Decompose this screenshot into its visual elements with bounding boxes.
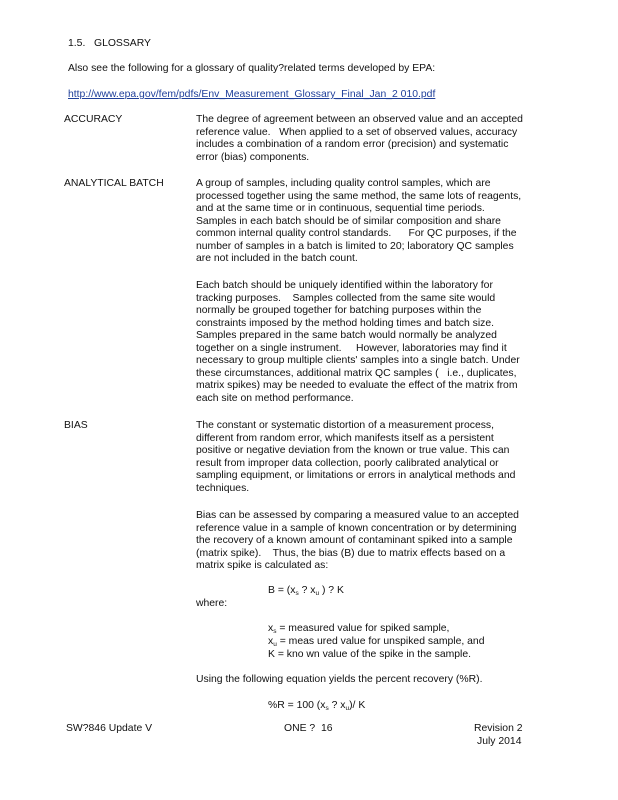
glossary-link[interactable]: http://www.epa.gov/fem/pdfs/Env_Measurement_Glossary_Final_Jan_2 010.pdf [68,89,436,100]
formula-part: ? x [328,700,346,711]
text-line: reference value. When applied to a set of observed values, accuracy [196,126,518,138]
text-line: are not included in the batch count. [196,253,358,264]
term-accuracy: ACCURACY [64,114,123,125]
formula-part: )/ K [349,700,366,711]
text-line: The degree of agreement between an observed value and an accepted [196,114,523,125]
text-line: normally be grouped together for batching purposes within the [196,305,482,316]
text-line: (matrix spike). Thus, the bias (B) due to matrix effects based on a [196,547,506,559]
def-text: = meas ured value for unspiked sample, and [276,636,485,647]
text-line: Each batch should be uniquely identified within the laboratory for [196,280,493,291]
footer-date: July 2014 [477,736,522,747]
text-line: Samples in each batch should be of similar composition and share [196,215,501,227]
text-line: constraints imposed by the method holding times and batch size. [196,317,495,329]
formula-subscript: s [325,705,329,712]
text-line: tracking purposes. Samples collected from the same site would [196,292,496,304]
text-line: A group of samples, including quality control samples, which are [196,178,491,189]
text-line: reference value in a sample of known concentration or by determining [196,522,517,534]
formula-part: ) ? K [319,585,344,596]
text-line: Samples prepared in the same batch would normally be analyzed [196,330,497,341]
def-k: K = kno wn value of the spike in the sample. [268,649,472,660]
formula-subscript: u [315,590,320,597]
text-line: techniques. [196,482,250,494]
term-analytical-batch: ANALYTICAL BATCH [64,178,164,189]
footer-page-number: ONE ? 16 [284,723,333,734]
text-line: each site on method performance. [196,392,354,404]
text-line: error (bias) components. [196,151,310,163]
text-line: The constant or systematic distortion of a measurement process, [196,420,494,431]
text-line: these circumstances, additional matrix QC samples ( i.e., duplicates, [196,367,517,379]
text-line: matrix spike is calculated as: [196,560,329,571]
text-line: number of samples in a batch is limited to 20; laboratory QC samples [196,240,514,252]
footer-doc-id: SW?846 Update V [66,723,153,734]
formula-part: B = (x [268,585,296,596]
formula-subscript: u [345,705,350,712]
formula-part: %R = 100 (x [268,700,326,711]
text-line: necessary to group multiple clients' samples into a single batch. Under [196,355,520,366]
symbol: x [268,623,274,634]
text-line: includes a combination of a random error (precision) and systematic [196,139,509,150]
def-text: = measured value for spiked sample, [276,623,450,634]
footer-revision: Revision 2 [474,723,523,734]
symbol-subscript: s [273,628,277,635]
section-heading: 1.5. GLOSSARY [68,38,151,49]
text-line: result from improper data collection, poorly calibrated analytical or [196,457,499,469]
text-line: the recovery of a known amount of contaminant spiked into a sample [196,535,513,546]
bias-formula [268,585,344,601]
formula-part: ? x [298,585,316,596]
symbol: x [268,636,274,647]
text-line: and at the same time or in continuous, sequential time periods. [196,203,485,214]
term-bias: BIAS [64,420,88,431]
text-line: matrix spikes) may be needed to evaluate the effect of the matrix from [196,380,518,391]
glossary-intro: Also see the following for a glossary of quality?related terms developed by EPA: [68,63,436,74]
symbol-subscript: u [273,641,277,648]
text-line: different from random error, which manifests itself as a persistent [196,432,494,444]
where-label: where: [196,598,228,609]
formula-subscript: s [295,590,299,597]
recovery-intro: Using the following equation yields the percent recovery (%R). [196,674,483,685]
text-line: Bias can be assessed by comparing a measured value to an accepted [196,510,519,521]
recovery-formula [268,700,365,716]
text-line: sampling equipment, or limitations or errors in analytical methods and [196,470,516,481]
text-line: processed together using the same method, the same lots of reagents, [196,190,522,202]
text-line: together on a single instrument. However, laboratories may find it [196,342,507,354]
text-line: positive or negative deviation from the known or true value. This can [196,445,510,456]
text-line: common internal quality control standards. For QC purposes, if the [196,228,517,239]
